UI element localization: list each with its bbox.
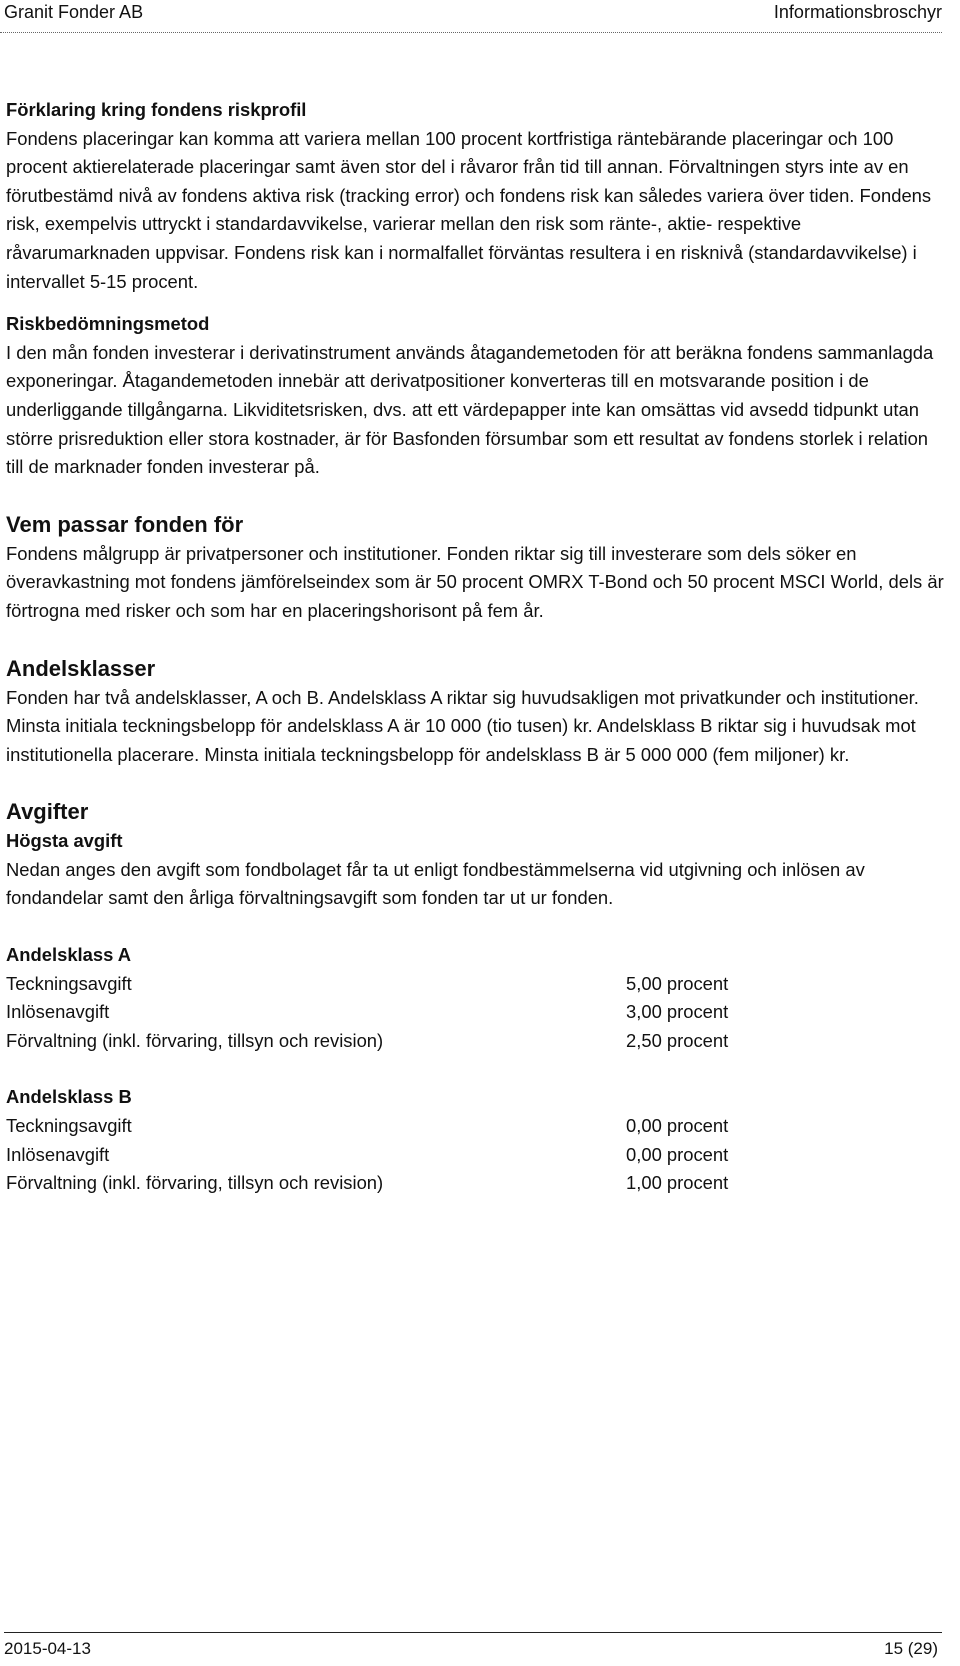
fee-class-a-title: Andelsklass A <box>6 944 132 966</box>
header-company: Granit Fonder AB <box>4 2 144 22</box>
fee-value: 1,00 procent <box>626 1172 729 1194</box>
riskprofil-heading: Förklaring kring fondens riskprofil <box>6 99 307 120</box>
footer-page-number: 15 (29) <box>884 1639 938 1658</box>
avgifter-subheading: Högsta avgift <box>6 830 123 852</box>
fee-value: 2,50 procent <box>626 1029 729 1051</box>
footer-date: 2015-04-13 <box>4 1639 91 1658</box>
fee-table-class-a <box>6 941 944 1055</box>
fee-label: Teckningsavgift <box>6 1115 132 1137</box>
header-divider <box>0 32 942 33</box>
fee-row <box>6 970 944 999</box>
avgifter-body: Nedan anges den avgift som fondbolaget får ta ut enligt fondbestämmelserna vid utgivning och inlösen av fondandelar samt den årliga förvaltningsavgift som fonden tar ut ur fonden. <box>6 858 865 909</box>
malgrupp-heading: Vem passar fonden för <box>6 511 244 537</box>
fee-label: Förvaltning (inkl. förvaring, tillsyn och revision) <box>6 1029 384 1051</box>
page-header <box>4 0 942 26</box>
fee-value: 0,00 procent <box>626 1143 729 1165</box>
fee-label: Förvaltning (inkl. förvaring, tillsyn och revision) <box>6 1172 384 1194</box>
header-doc-type: Informationsbroschyr <box>773 2 942 22</box>
malgrupp-body: Fondens målgrupp är privatpersoner och institutioner. Fonden riktar sig till investerare som dels söker en överavkastning mot fondens jämförelseindex som är 50 procent OMRX T-Bond och 50 procent MSCI World, dels är förtrogna med risker och som har en placeringshorisont på fem år. <box>6 542 944 621</box>
fee-value: 0,00 procent <box>626 1115 729 1137</box>
andelsklasser-heading: Andelsklasser <box>6 655 156 681</box>
fee-row <box>6 1169 944 1198</box>
fee-row <box>6 998 944 1027</box>
page-content <box>6 96 944 1198</box>
riskmetod-body: I den mån fonden investerar i derivatinstrument används åtagandemetoden för att beräkna fondens sammanlagda exponeringar. Åtagandemetoden innebär att derivatpositioner konverteras till en motsvarande position i de underliggande tillgångarna. Likviditetsrisken, dvs. att ett värdepapper inte kan omsättas vid avsedd tidpunkt utan större prisreduktion eller stora kostnader, är för Basfonden försumbar som ett resultat av fondens storlek i relation till de marknader fonden investerar på. <box>6 341 934 478</box>
fee-value: 3,00 procent <box>626 1001 729 1023</box>
fee-label: Inlösenavgift <box>6 1143 110 1165</box>
fee-value: 5,00 procent <box>626 972 729 994</box>
fee-row <box>6 1141 944 1170</box>
fee-label: Inlösenavgift <box>6 1001 110 1023</box>
footer-divider <box>4 1632 942 1633</box>
fee-label: Teckningsavgift <box>6 972 132 994</box>
fee-class-b-title: Andelsklass B <box>6 1086 132 1108</box>
avgifter-heading: Avgifter <box>6 799 89 825</box>
fee-table-class-b <box>6 1083 944 1197</box>
page-footer <box>4 1636 938 1662</box>
riskmetod-heading: Riskbedömningsmetod <box>6 313 210 335</box>
fee-row <box>6 1112 944 1141</box>
riskprofil-body: Fondens placeringar kan komma att variera mellan 100 procent kortfristiga räntebärande placeringar och 100 procent aktierelaterade placeringar samt även stor del i råvaror från tid till annan. Förvaltningen styrs inte av en förutbestämd nivå av fondens aktiva risk (tracking error) och fondens risk kan således variera över tiden. Fondens risk, exempelvis uttryckt i standardavvikelse, varierar mellan den risk som ränte-, aktie- respektive råvarumarknaden uppvisar. Fondens risk kan i normalfallet förväntas resultera i en risknivå (standardavvikelse) i intervallet 5-15 procent. <box>6 127 932 292</box>
fee-row <box>6 1027 944 1056</box>
andelsklasser-body: Fonden har två andelsklasser, A och B. Andelsklass A riktar sig huvudsakligen mot privatkunder och institutioner. Minsta initiala teckningsbelopp för andelsklass A är 10 000 (tio tusen) kr. Andelsklass B riktar sig i huvudsak mot institutionella placerare. Minsta initiala teckningsbelopp för andelsklass B är 5 000 000 (fem miljoner) kr. <box>6 686 919 765</box>
